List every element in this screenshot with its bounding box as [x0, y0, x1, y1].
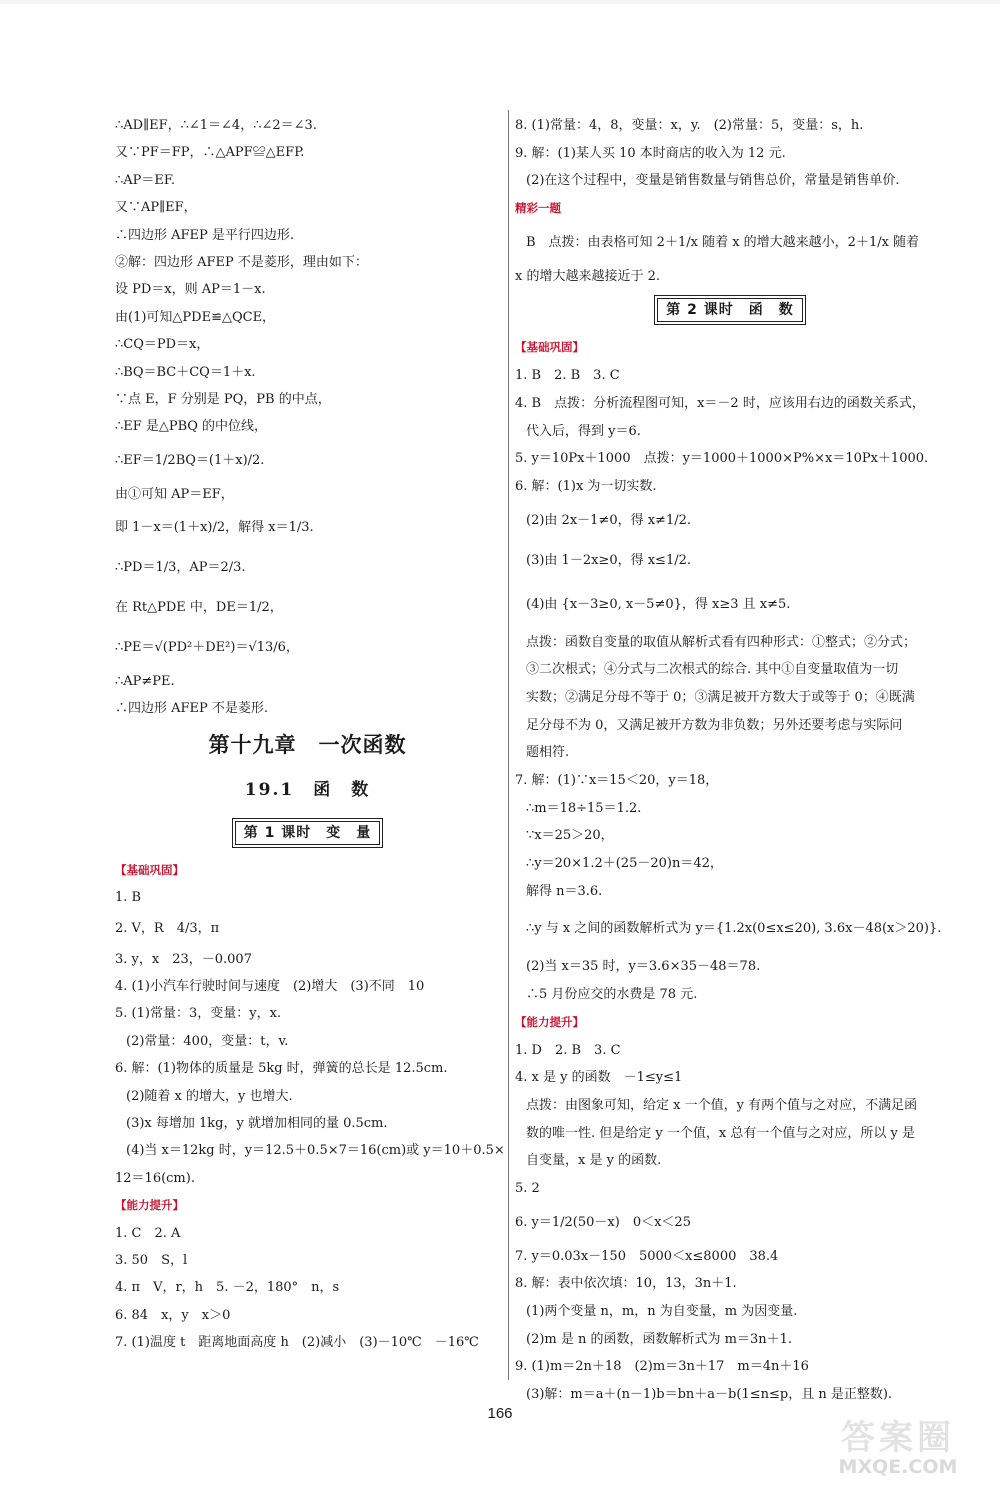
answer-line: 1. B 2. B 3. C — [515, 368, 620, 384]
answer-line: 数的唯一性. 但是给定 y 一个值，x 总有一个值与之对应，所以 y 是 — [526, 1125, 915, 1141]
top-edge — [0, 0, 1000, 4]
text-line: ②解：四边形 AFEP 不是菱形，理由如下： — [115, 254, 368, 270]
answer-line: 7. 解：(1)∵x＝15＜20，y＝18， — [515, 773, 719, 788]
answer-line: 1. C 2. A — [115, 1225, 181, 1241]
answer-line: 5. y＝10Px＋1000 点拨：y＝1000＋1000×P%×x＝10Px＋1000. — [515, 451, 929, 467]
text-line: 由(1)可知△PDE≌△QCE， — [115, 309, 276, 325]
answer-line: (1)两个变量 n，m，n 为自变量，m 为因变量. — [526, 1304, 798, 1319]
text-line: ∴AP≠PE. — [115, 674, 175, 690]
lesson-title-box — [115, 813, 500, 857]
answer-line: 6. 84 x，y x＞0 — [115, 1307, 231, 1323]
section-tag: 【能力提升】 — [115, 1198, 184, 1213]
answer-line: ∵x＝25＞20， — [526, 828, 614, 844]
answer-line: 6. 解：(1)物体的质量是 5kg 时，弹簧的总长是 12.5cm. — [115, 1061, 448, 1077]
answer-line: 代入后，得到 y＝6. — [526, 423, 641, 439]
lesson-title-box — [515, 290, 945, 334]
answer-line: 题相符. — [526, 745, 570, 761]
answer-line: (2)在这个过程中，变量是销售数量与销售总价，常量是销售单价. — [526, 173, 900, 189]
answer-line: (3)由 1－2x≥0，得 x≤1/2. — [526, 552, 691, 568]
answer-line: 6. y＝1/2(50－x) 0＜x＜25 — [515, 1214, 691, 1230]
answer-line: (2)当 x＝35 时，y＝3.6×35－48＝78. — [526, 959, 761, 975]
section-tag: 【基础巩固】 — [515, 340, 584, 355]
watermark-logo — [808, 1410, 988, 1485]
formula-line: ∴EF＝1/2BQ＝(1＋x)/2. — [115, 452, 265, 468]
text-line: ∴BQ＝BC＋CQ＝1＋x. — [115, 364, 256, 380]
text-line: 由①可知 AP＝EF， — [115, 486, 234, 502]
left-column — [115, 112, 505, 1357]
text-line: 又∵AP∥EF， — [115, 200, 197, 216]
text-line: ∴四边形 AFEP 是平行四边形. — [115, 227, 295, 243]
text-line: ∴EF 是△PBQ 的中位线， — [115, 419, 268, 435]
answer-line: 3. y，x 23，－0.007 — [115, 951, 252, 967]
answer-line: (4)由 {x－3≥0, x－5≠0}，得 x≥3 且 x≠5. — [526, 596, 791, 612]
answer-line: 7. (1)温度 t 距离地面高度 h (2)减小 (3)－10℃ －16℃ — [115, 1335, 479, 1351]
formula-line: 即 1－x＝(1＋x)/2，解得 x＝1/3. — [115, 520, 314, 536]
text-line: ∴CQ＝PD＝x， — [115, 337, 210, 353]
answer-line: 8. 解：表中依次填：10，13，3n＋1. — [515, 1276, 737, 1292]
answer-line: ∴y＝20×1.2＋(25－20)n＝42， — [526, 856, 723, 872]
answer-line: x 的增大越来越接近于 2. — [515, 268, 660, 284]
answer-line: B 点拨：由表格可知 2＋1/x 随着 x 的增大越来越小，2＋1/x 随着 — [526, 234, 920, 250]
answer-line: (2)常量：400，变量：t，v. — [126, 1033, 289, 1049]
answer-line: 1. D 2. B 3. C — [515, 1042, 621, 1058]
answer-line: 点拨：函数自变量的取值从解析式看有四种形式：①整式；②分式； — [526, 634, 917, 650]
answer-line: 4. x 是 y 的函数 －1≤y≤1 — [515, 1070, 683, 1086]
answer-line: 足分母不为 0，又满足被开方数为非负数；另外还要考虑与实际问 — [526, 717, 903, 733]
answer-line: 自变量，x 是 y 的函数. — [526, 1153, 662, 1169]
answer-line: ③二次根式；④分式与二次根式的综合. 其中①自变量取值为一切 — [526, 662, 899, 678]
text-line: ∴AD∥EF，∴∠1＝∠4，∴∠2＝∠3. — [115, 118, 317, 133]
answer-line: 6. 解：(1)x 为一切实数. — [515, 478, 657, 494]
answer-line: 4. (1)小汽车行驶时间与速度 (2)增大 (3)不同 10 — [115, 979, 425, 995]
answer-line: 7. y＝0.03x－150 5000＜x≤8000 38.4 — [515, 1248, 779, 1264]
answer-line: 9. (1)m＝2n＋18 (2)m＝3n＋17 m＝4n＋16 — [515, 1359, 809, 1375]
answer-line: 5. 2 — [515, 1180, 540, 1196]
answer-line: (3)x 每增加 1kg，y 就增加相同的量 0.5cm. — [126, 1115, 388, 1131]
formula-line: ∴PD＝1/3，AP＝2/3. — [115, 560, 246, 576]
lesson-title: 第 2 课时 函 数 — [657, 298, 803, 322]
answer-line: ∴m＝18÷15＝1.2. — [526, 800, 642, 816]
formula-line: ∴PE＝√(PD²＋DE²)＝√13/6， — [115, 640, 299, 656]
text-line: 设 PD＝x，则 AP＝1－x. — [115, 282, 266, 298]
answer-line: 5. (1)常量：3，变量：y，x. — [115, 1006, 282, 1022]
answer-line: (2)由 2x－1≠0，得 x≠1/2. — [526, 512, 691, 528]
answer-line: (2)随着 x 的增大，y 也增大. — [126, 1088, 293, 1104]
answer-line: 12＝16(cm). — [115, 1170, 195, 1186]
watermark-url: MXQE.COM — [838, 1456, 958, 1478]
answer-line: (4)当 x＝12kg 时，y＝12.5＋0.5×7＝16(cm)或 y＝10＋0.5× — [126, 1143, 505, 1159]
answer-line: 点拨：由图象可知，给定 x 一个值，y 有两个值与之对应，不满足函 — [526, 1097, 918, 1113]
answer-line: 3. 50 S，l — [115, 1252, 188, 1268]
answer-line: (2)m 是 n 的函数，函数解析式为 m＝3n＋1. — [526, 1331, 793, 1347]
answer-line: 4. B 点拨：分析流程图可知，x＝－2 时，应该用右边的函数关系式， — [515, 395, 925, 411]
answer-line: 9. 解：(1)某人买 10 本时商店的收入为 12 元. — [515, 145, 786, 161]
answer-line: ∴y 与 x 之间的函数解析式为 y＝{1.2x(0≤x≤20), 3.6x－48(x＞20)}. — [526, 921, 942, 937]
formula-line: 在 Rt△PDE 中，DE＝1/2， — [115, 600, 283, 616]
answer-line: ∴5 月份应交的水费是 78 元. — [526, 987, 698, 1003]
answer-line: 解得 n＝3.6. — [526, 883, 603, 899]
column-divider — [508, 110, 509, 1380]
section-title: 19.1 函 数 — [244, 779, 371, 800]
text-line: ∴AP＝EF. — [115, 172, 176, 188]
chapter-title: 第十九章 一次函数 — [208, 732, 407, 757]
text-line: ∵点 E，F 分别是 PQ，PB 的中点， — [115, 391, 331, 407]
watermark-title: 答案圈 — [841, 1418, 955, 1458]
right-column — [515, 112, 945, 1409]
text-line: 又∵PF＝FP，∴△APF≌△EFP. — [115, 145, 305, 161]
page-number: 166 — [487, 1405, 513, 1422]
answer-line: 8. (1)常量：4，8，变量：x，y. (2)常量：5，变量：s，h. — [515, 118, 864, 133]
section-tag: 精彩一题 — [515, 201, 561, 216]
answer-line: 2. V，R 4/3，π — [115, 920, 220, 936]
answer-line: 1. B — [115, 890, 142, 906]
answer-line: 实数；②满足分母不等于 0；③满足被开方数大于或等于 0；④既满 — [526, 689, 915, 705]
lesson-title: 第 1 课时 变 量 — [235, 821, 381, 845]
section-tag: 【能力提升】 — [515, 1014, 584, 1029]
answer-line: 4. π V，r，h 5. －2，180° n，s — [115, 1280, 340, 1296]
text-line: ∴四边形 AFEP 不是菱形. — [115, 701, 269, 717]
answer-line: (3)解：m＝a＋(n－1)b＝bn＋a－b(1≤n≤p，且 n 是正整数). — [526, 1387, 893, 1403]
section-tag: 【基础巩固】 — [115, 862, 184, 877]
